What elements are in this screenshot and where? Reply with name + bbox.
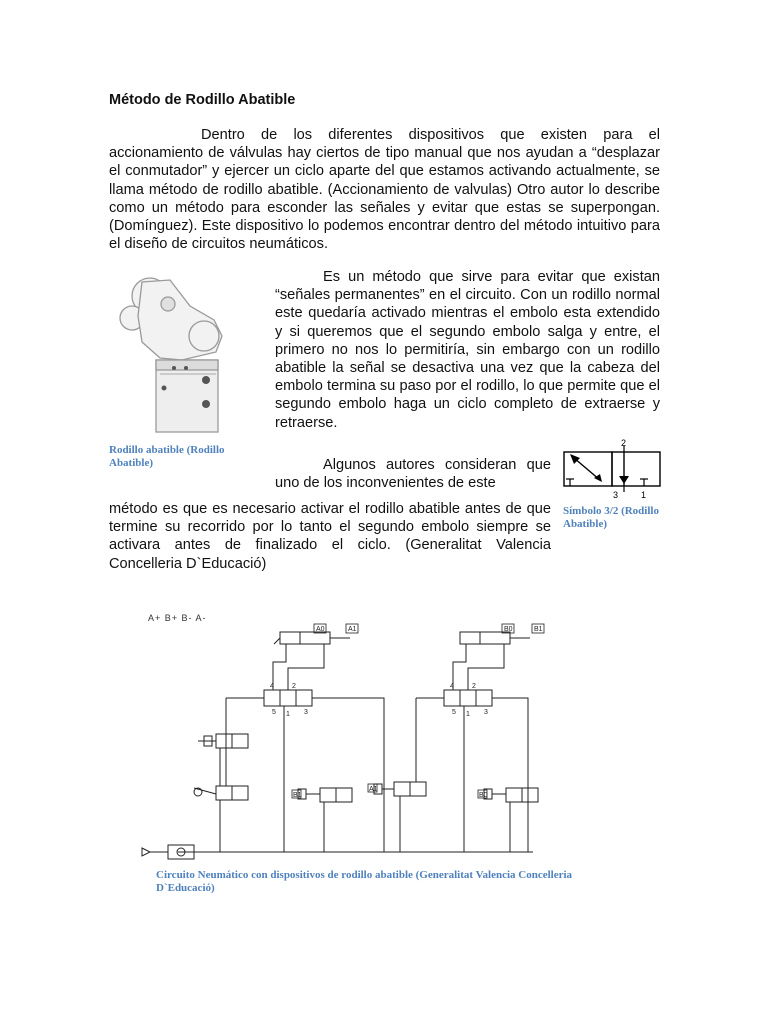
paragraph-intro: Dentro de los diferentes dispositivos que existen para el accionamiento de válvulas hay ciertos de tipo manual que nos ayudan a “desplazar el conmutador” y ejercer un ciclo aparte del que estamos activando actualmente, se llama método de rodillo abatible. (Accionamiento de valvulas) Otro autor lo describe como un método para esconder las señales y evitar que estas se superpongan. (Domínguez). Este dispositivo lo podemos encontrar dentro del método intuitivo para el diseño de circuitos neumáticos. (109, 127, 660, 253)
paragraph-permanent-signals: Es un método que sirve para evitar que existan “señales permanentes” en el circuito. Con un rodillo normal este quedaría activado mientras el embolo esta extendido y si queremos que el segundo embolo salga y entre, el primero no nos lo permitiría, sin embargo con un rodillo abatible la señal se desactiva una vez que la cabeza del embolo termina su paso por el rodillo, lo que permite que el segundo embolo haga un ciclo completo de extraerse y retraerse. (275, 269, 660, 431)
label-a1-valve: A1 (369, 786, 378, 793)
port-2-a: 2 (292, 683, 296, 690)
port-5-b: 5 (452, 709, 456, 716)
port-label-2: 2 (621, 438, 627, 448)
label-b0: B0 (504, 626, 513, 633)
label-a0: A0 (316, 626, 325, 633)
caption-roller-image: Rodillo abatible (Rodillo Abatible) (109, 444, 225, 469)
paragraph-drawbacks-end: método es que es necesario activar el rodillo abatible antes de que termine su recorrido por lo tanto el segundo embolo siempre se activara antes de finalizado el ciclo. (Generalitat Valencia Concelleria D`Educació) (109, 501, 551, 572)
port-2-b: 2 (472, 683, 476, 690)
port-4-b: 4 (450, 683, 454, 690)
page-title: Método de Rodillo Abatible (109, 92, 296, 108)
caption-symbol: Símbolo 3/2 (Rodillo Abatible) (563, 505, 659, 530)
circuit-sequence-label: A+ B+ B- A- (148, 613, 207, 623)
label-b1: B1 (534, 626, 543, 633)
paragraph-drawbacks-start: Algunos autores consideran que uno de los inconvenientes de este (275, 457, 551, 492)
valve-symbol-3-2 (560, 436, 664, 500)
label-b1-valve: B1 (293, 792, 302, 799)
label-b0-valve: B0 (479, 792, 488, 799)
roller-valve-illustration (112, 276, 262, 436)
pneumatic-circuit-diagram (138, 616, 558, 862)
port-1-b: 1 (466, 711, 470, 718)
label-a1: A1 (348, 626, 357, 633)
port-5-a: 5 (272, 709, 276, 716)
caption-circuit: Circuito Neumático con dispositivos de rodillo abatible (Generalitat Valencia Concelleria D`Educació) (156, 869, 573, 894)
port-label-1: 1 (641, 490, 647, 500)
port-4-a: 4 (270, 683, 274, 690)
port-label-3: 3 (613, 490, 619, 500)
port-3-a: 3 (304, 709, 308, 716)
port-1-a: 1 (286, 711, 290, 718)
port-3-b: 3 (484, 709, 488, 716)
